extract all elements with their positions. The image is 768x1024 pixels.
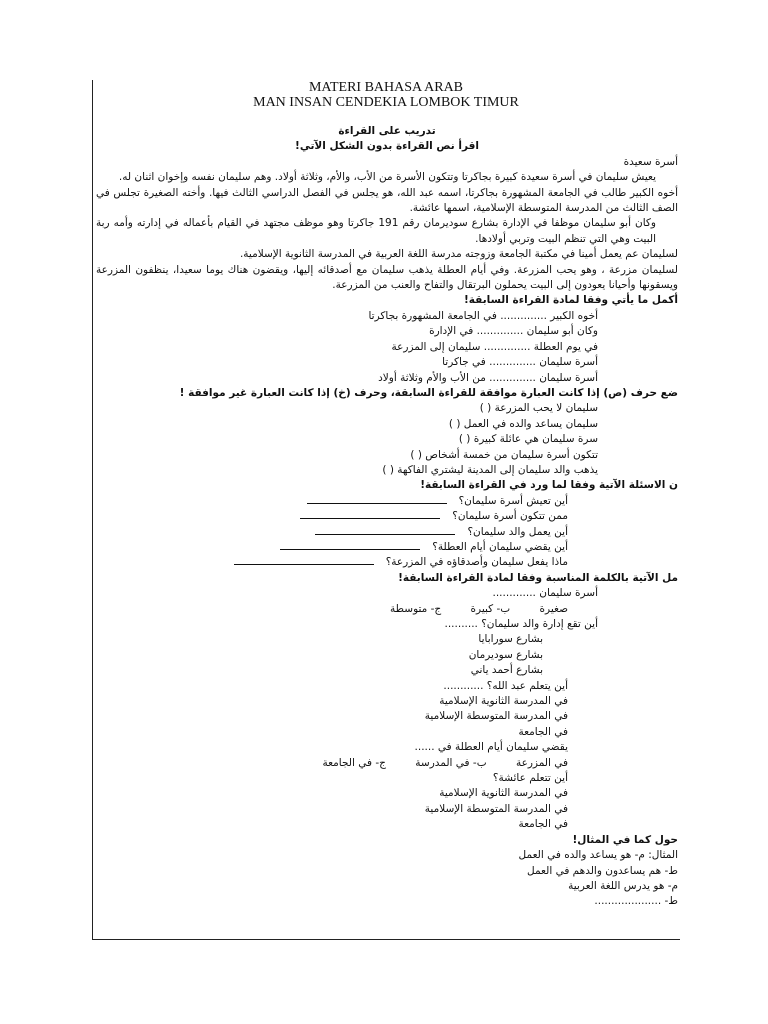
- completion-item: في يوم العطلة .............. سليمان إلى المزرعة: [391, 340, 598, 353]
- mcq-option[interactable]: ب- كبيرة: [470, 602, 511, 615]
- worksheet-instruction: اقرأ نص القراءة بدون الشكل الآتي!: [295, 140, 479, 153]
- mcq-option[interactable]: في المدرسة المتوسطة الإسلامية: [424, 802, 568, 815]
- completion-item: أسرة سليمان .............. من الأب والأم وثلاثة أولاد: [378, 371, 598, 384]
- mcq-stem: أين يتعلم عبد الله؟ ............: [443, 679, 568, 692]
- answer-line[interactable]: [315, 534, 455, 535]
- mcq-option[interactable]: صغيرة: [539, 602, 568, 615]
- question-text: أين تعيش أسرة سليمان؟: [458, 494, 568, 507]
- answer-line[interactable]: [280, 549, 420, 550]
- reading-paragraph: أخوه الكبير طالب في الجامعة المشهورة بجاكرتا، اسمه عبد الله، هو يجلس في الفصل الدراسي الثالث فيها. وأخته الصغيرة تجلس في الصف الثالث من المدرسة المتوسطة الإسلامية، اسمها عائشة.: [96, 186, 678, 215]
- true-false-item: سرة سليمان هي عائلة كبيرة ( ): [458, 433, 598, 446]
- answer-line[interactable]: [300, 518, 440, 519]
- transform-answer[interactable]: ط- ....................: [594, 895, 678, 908]
- example-sentence: المثال: م- هو يساعد والده في العمل: [518, 849, 678, 862]
- true-false-item: سليمان لا يحب المزرعة ( ): [479, 402, 598, 415]
- reading-paragraph: لسليمان مزرعة ، وهو يحب المزرعة. وفي أيام العطلة يذهب سليمان مع أصدقائه إليها، ويقضون هناك يوما سعيدا، ينظفون المزرعة ويسقونها وأحيانا يعودون إلى البيت يحملون البرتقال والتفاح والعنب من المزرعة.: [96, 263, 678, 292]
- question-item: [96, 494, 678, 509]
- question-text: أين يعمل والد سليمان؟: [467, 525, 568, 538]
- section-3-title: ن الاسئلة الآتية وفقا لما ورد في القراءة السابقة!: [420, 479, 678, 492]
- header-line-1: MATERI BAHASA ARAB: [308, 80, 464, 95]
- reading-paragraph: يعيش سليمان في أسرة سعيدة كبيرة بجاكرتا وتتكون الأسرة من الأب، والأم، وثلاثة أولاد. وهم سليمان نفسه وإخوان اثنان له.: [118, 171, 656, 184]
- mcq-options: [96, 756, 678, 771]
- section-5-title: حول كما في المثال!: [572, 833, 678, 846]
- question-item: [96, 509, 678, 524]
- question-text: ممن تتكون أسرة سليمان؟: [452, 510, 568, 523]
- transform-question: م- هو يدرس اللغة العربية: [568, 879, 678, 892]
- reading-paragraph: لسليمان عم يعمل أمينا في مكتبة الجامعة وزوجته مدرسة اللغة العربية في المدرسة الثانوية الإسلامية.: [239, 248, 678, 261]
- page-bottom-rule: [92, 939, 680, 940]
- mcq-option[interactable]: في المدرسة الثانوية الإسلامية: [439, 695, 568, 708]
- mcq-option[interactable]: بشارع سوديرمان: [468, 648, 543, 661]
- mcq-option[interactable]: ج- متوسطة: [390, 602, 442, 615]
- question-text: ماذا يفعل سليمان وأصدقاؤه في المزرعة؟: [385, 556, 568, 569]
- worksheet-body: [96, 124, 678, 910]
- mcq-option[interactable]: في المزرعة: [515, 756, 568, 769]
- completion-item: وكان أبو سليمان .............. في الإدارة: [429, 325, 598, 338]
- true-false-item: سليمان يساعد والده في العمل ( ): [448, 417, 598, 430]
- mcq-option[interactable]: في الجامعة: [518, 725, 568, 738]
- reading-heading: أسرة سعيدة: [623, 155, 678, 168]
- mcq-option[interactable]: بشارع أحمد ياني: [470, 664, 543, 677]
- mcq-option[interactable]: في المدرسة المتوسطة الإسلامية: [424, 710, 568, 723]
- mcq-stem: يقضي سليمان أيام العطلة في ......: [414, 741, 568, 754]
- mcq-options: [96, 602, 678, 617]
- answer-line[interactable]: [234, 564, 374, 565]
- worksheet-title: تدريب على القراءة: [338, 125, 436, 137]
- mcq-stem: أسرة سليمان .............: [492, 587, 598, 600]
- question-item: [96, 555, 678, 570]
- mcq-option[interactable]: في الجامعة: [518, 818, 568, 831]
- reading-paragraph: وكان أبو سليمان موظفا في الإدارة بشارع سوديرمان رقم 191 جاكرتا وهو موظف مجتهد في القيام بأعماله في إدارته وأمه ربة البيت وهي التي تنظم البيت وتربي أولادها.: [96, 217, 656, 245]
- mcq-option[interactable]: في المدرسة الثانوية الإسلامية: [439, 787, 568, 800]
- header-line-2: MAN INSAN CENDEKIA LOMBOK TIMUR: [253, 95, 519, 110]
- mcq-option[interactable]: ب- في المدرسة: [415, 756, 487, 769]
- true-false-item: تتكون أسرة سليمان من خمسة أشخاص ( ): [410, 448, 598, 461]
- mcq-option[interactable]: بشارع سورابايا: [478, 633, 543, 646]
- mcq-option[interactable]: ج- في الجامعة: [322, 756, 386, 769]
- mcq-stem: أين تتعلم عائشة؟: [492, 772, 568, 785]
- question-item: [96, 525, 678, 540]
- completion-item: أسرة سليمان .............. في جاكرتا: [442, 356, 598, 369]
- question-text: أين يقضي سليمان أيام العطلة؟: [432, 540, 568, 553]
- completion-item: أخوه الكبير .............. في الجامعة المشهورة بجاكرتا: [368, 309, 598, 322]
- example-answer: ط- هم يساعدون والدهم في العمل: [527, 864, 678, 877]
- section-1-title: أكمل ما يأتي وفقا لمادة القراءة السابقة!: [464, 294, 678, 307]
- section-2-title: ضع حرف (ص) إذا كانت العبارة موافقة للقراءة السابقة، وحرف (خ) إذا كانت العبارة غير موافقة !: [179, 386, 678, 399]
- document-header: [92, 80, 680, 110]
- question-item: [96, 540, 678, 555]
- mcq-stem: أين تقع إدارة والد سليمان؟ ..........: [444, 618, 598, 630]
- page-left-rule: [92, 80, 93, 940]
- answer-line[interactable]: [307, 503, 447, 504]
- section-4-title: مل الآتية بالكلمة المناسبة وفقا لمادة القراءة السابقة!: [398, 571, 678, 584]
- true-false-item: يذهب والد سليمان إلى المدينة ليشتري الفاكهة ( ): [382, 463, 598, 476]
